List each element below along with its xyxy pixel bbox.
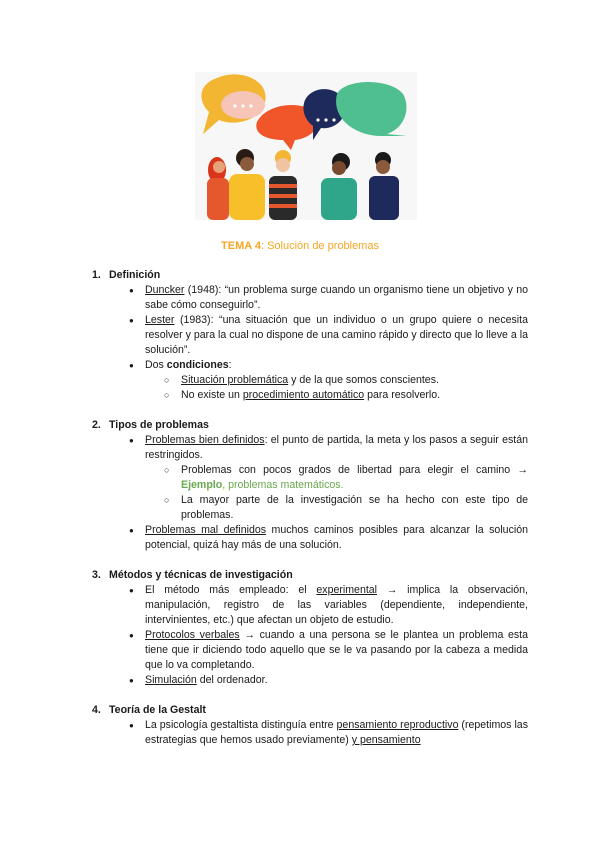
sub-list-item [145,463,528,493]
item-text: Problemas con pocos grados de libertad para elegir el camino → [181,464,528,476]
people-talking-illustration [195,72,417,220]
list-item [109,628,528,673]
term-duncker: Duncker [145,284,185,296]
term-protocolos: Protocolos verbales [145,629,240,641]
bullet-list [109,283,528,403]
list-item [109,433,528,523]
term-situacion: Situación problemática [181,374,289,386]
term-procedimiento: procedimiento automático [242,389,365,401]
list-item [109,358,528,403]
bullet-list [109,583,528,688]
example-label: Ejemplo [181,479,223,491]
section-title: Teoría de la Gestalt [109,704,206,716]
section-number: 3. [92,569,101,581]
title-rest: : Solución de problemas [260,240,379,252]
item-text: y de la que somos conscientes. [288,374,439,386]
list-item [109,583,528,628]
list-item [109,283,528,313]
bullet-list [109,718,528,748]
item-text: No existe un [181,389,243,401]
item-text: : [228,359,232,371]
bullet-list [109,433,528,553]
section-number: 4. [92,704,101,716]
term-mal-definidos: Problemas mal definidos [145,524,267,536]
item-text: : el punto de partida, la meta y los pasos a seguir están restringidos. [145,434,528,461]
sub-list-item [145,388,528,403]
section-number: 1. [92,269,101,281]
item-text: → implica la observación, manipulación, registro de las variables (dependiente, independiente, intervinientes, etc.) que afectan un objeto de estudio. [145,584,529,626]
list-item [109,718,528,748]
section-tipos [86,418,528,553]
section-title: Definición [109,269,161,281]
section-definicion [86,268,528,403]
term-reproductivo: pensamiento reproductivo [336,719,459,731]
example-text: , problemas matemáticos. [222,479,344,491]
item-text: muchos caminos posibles para alcanzar la solución potencial, quizá hay más de una solución. [145,524,528,551]
content [86,268,528,748]
section-metodos [86,568,528,688]
item-text: (1983): “una situación que un individuo o un grupo quiere o necesita resolver y para la cual no dispone de una camino rápido y directo que lo lleve a la solución”. [145,314,528,356]
item-text: del ordenador. [196,674,268,686]
item-text: La psicología gestaltista distinguía entre [145,719,337,731]
section-number: 2. [92,419,101,431]
term-condiciones: condiciones [166,359,229,371]
list-item [109,673,528,688]
item-text: Dos [145,359,167,371]
sub-list [145,373,528,403]
item-text: El método más empleado: el [145,584,317,596]
item-text: para resolverlo. [364,389,441,401]
section-title: Tipos de problemas [109,419,209,431]
term-lester: Lester [145,314,175,326]
term-pensamiento: y pensamiento [351,734,421,746]
term-experimental: experimental [316,584,378,596]
title-prefix: TEMA 4 [221,240,261,252]
term-simulacion: Simulación [145,674,197,686]
item-text: (1948): “un problema surge cuando un organismo tiene un objetivo y no sabe cómo conseguirlo”. [145,284,528,311]
sub-list [145,463,528,523]
list-item [109,523,528,553]
section-title: Métodos y técnicas de investigación [109,569,293,581]
section-gestalt [86,703,528,748]
sub-list-item [145,493,528,523]
sub-list-item [145,373,528,388]
item-text: La mayor parte de la investigación se ha hecho con este tipo de problemas. [181,494,528,521]
item-text: (repetimos las estrategias que hemos usado previamente) [145,719,528,746]
item-text: → cuando a una persona se le plantea un problema esta tiene que ir diciendo todo aquello que se le va pasando por la cabeza a medida que lo va completando. [145,629,528,671]
document-title [0,239,600,254]
term-bien-definidos: Problemas bien definidos [145,434,265,446]
list-item [109,313,528,358]
